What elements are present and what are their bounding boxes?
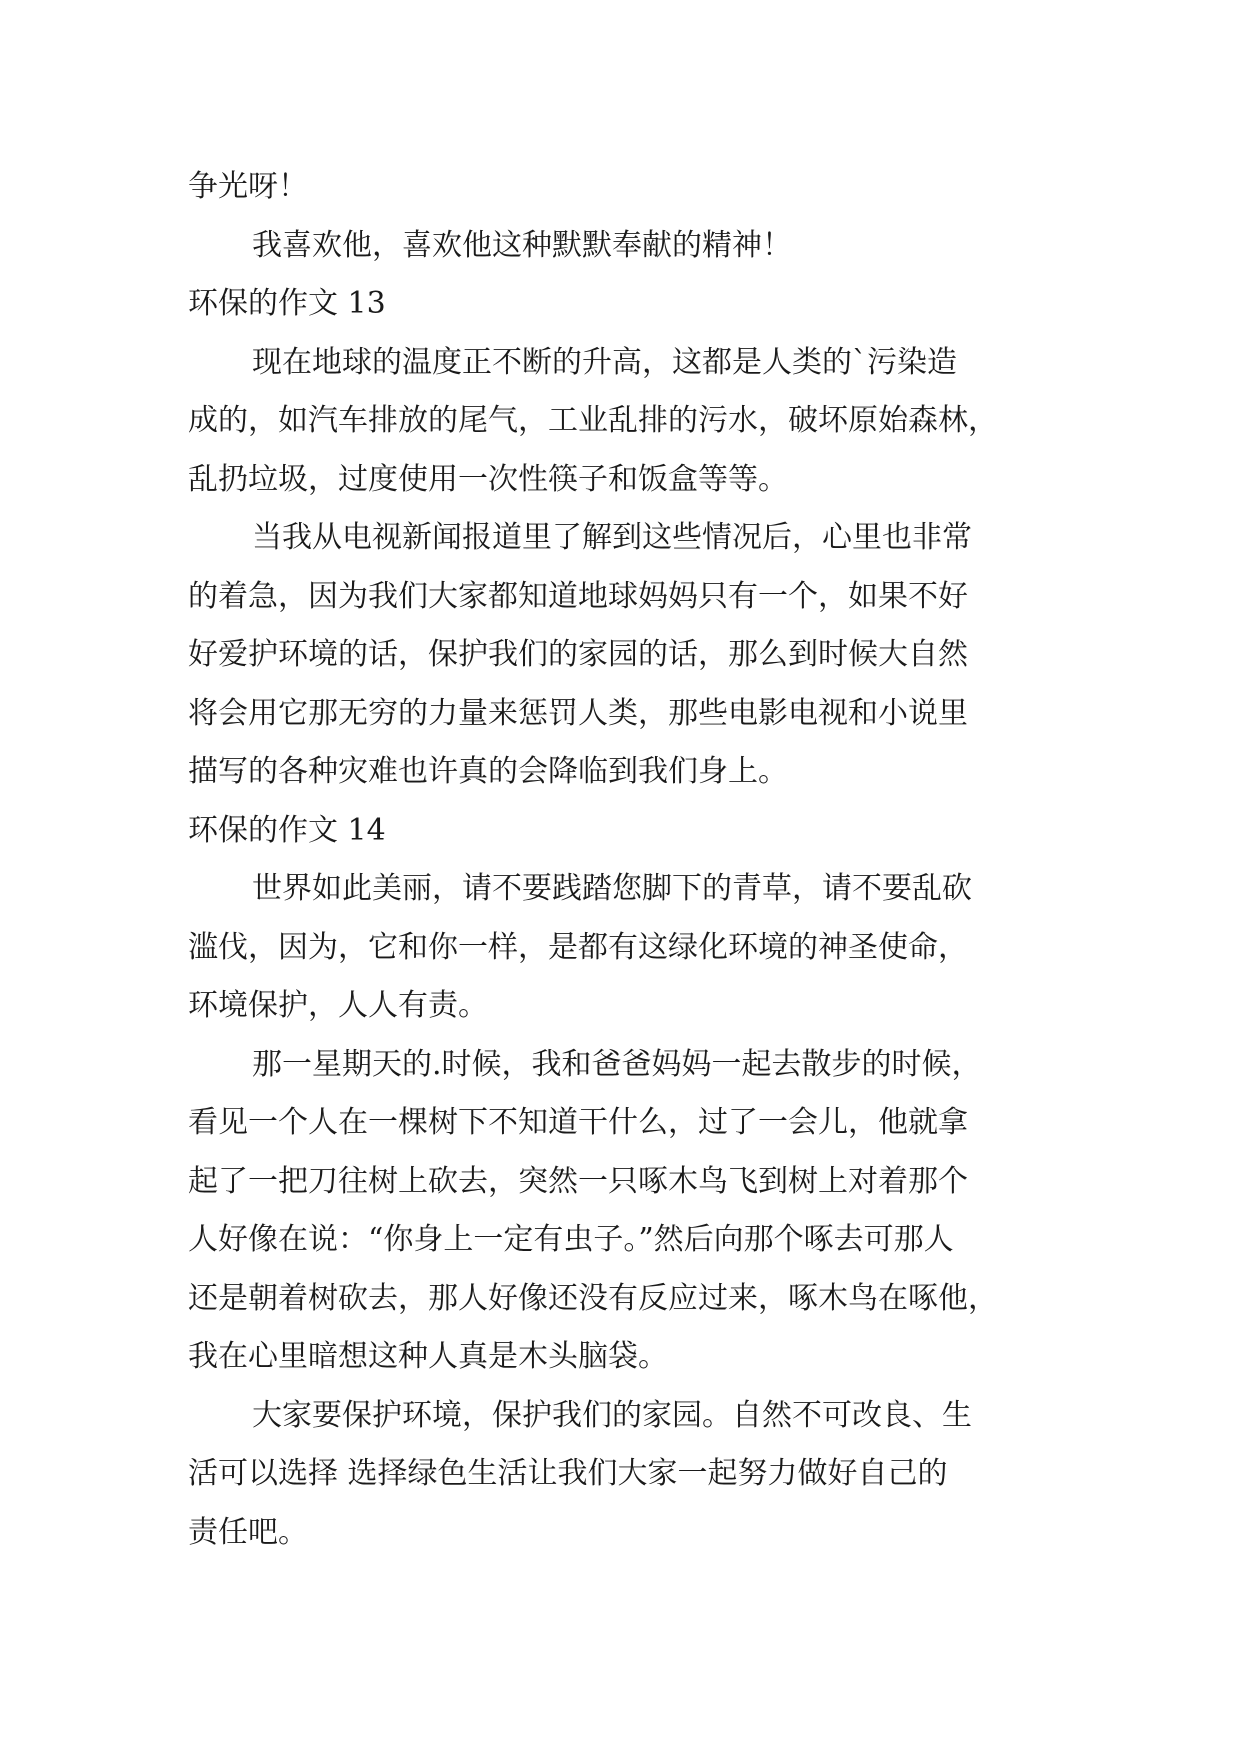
text-line: 滥伐，因为，它和你一样，是都有这绿化环境的神圣使命，	[188, 929, 968, 965]
text-line: 争光呀！	[188, 169, 308, 204]
section-heading: 环保的作文 13	[188, 286, 386, 321]
paragraph-first-line: 现在地球的温度正不断的升高，这都是人类的`污染造	[252, 344, 957, 380]
text-line: 看见一个人在一棵树下不知道干什么，过了一会儿，他就拿	[188, 1105, 968, 1140]
text-line: 环境保护，人人有责。	[188, 988, 488, 1023]
text-line: 描写的各种灾难也许真的会降临到我们身上。	[188, 754, 788, 789]
text-line: 活可以选择 选择绿色生活让我们大家一起努力做好自己的	[188, 1456, 948, 1491]
text-line: 好爱护环境的话，保护我们的家园的话，那么到时候大自然	[188, 637, 968, 672]
paragraph-first-line: 世界如此美丽，请不要践踏您脚下的青草，请不要乱砍	[252, 871, 972, 906]
text-line: 成的，如汽车排放的尾气，工业乱排的污水，破坏原始森林，	[188, 403, 998, 438]
text-line: 人好像在说：“你身上一定有虫子。”然后向那个啄去可那人	[188, 1222, 954, 1257]
text-line: 乱扔垃圾，过度使用一次性筷子和饭盒等等。	[188, 461, 788, 497]
text-line: 责任吧。	[188, 1514, 308, 1550]
section-heading: 环保的作文 14	[188, 812, 386, 848]
paragraph-first-line: 那一星期天的.时候，我和爸爸妈妈一起去散步的时候，	[252, 1046, 982, 1082]
paragraph-first-line: 当我从电视新闻报道里了解到这些情况后，心里也非常	[252, 520, 972, 555]
paragraph-first-line: 我喜欢他，喜欢他这种默默奉献的精神！	[252, 227, 792, 263]
document-body	[188, 158, 1058, 1562]
text-line: 还是朝着树砍去，那人好像还没有反应过来，啄木鸟在啄他，	[188, 1280, 998, 1316]
paragraph-first-line: 大家要保护环境，保护我们的家园。自然不可改良、生	[252, 1397, 972, 1433]
text-line: 的着急，因为我们大家都知道地球妈妈只有一个，如果不好	[188, 578, 968, 614]
text-line: 我在心里暗想这种人真是木头脑袋。	[188, 1339, 668, 1374]
text-line: 将会用它那无穷的力量来惩罚人类，那些电影电视和小说里	[188, 695, 968, 731]
text-line: 起了一把刀往树上砍去，突然一只啄木鸟飞到树上对着那个	[188, 1163, 968, 1199]
